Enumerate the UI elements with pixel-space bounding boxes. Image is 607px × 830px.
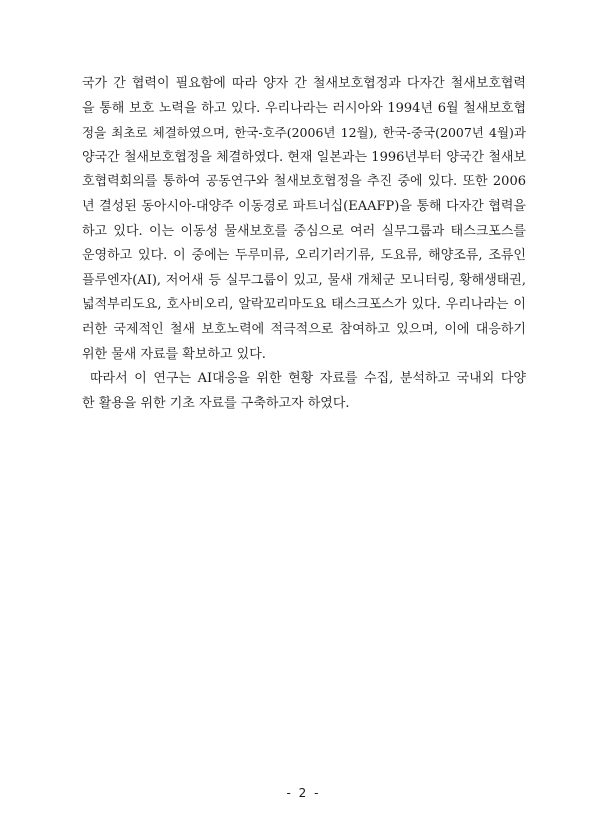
paragraph-1-line-8: 운영하고 있다. 이 중에는 두루미류, 오리기러기류, 도요류, 해양조류, 조류인 [82,248,526,264]
paragraph-1-line-9: 플루엔자(AI), 저어새 등 실무그룹이 있고, 물새 개체군 모니터링, 황해생태권, [82,272,526,288]
paragraph-1-line-7: 하고 있다. 이는 이동성 물새보호를 중심으로 여러 실무그룹과 태스크포스를 [82,223,526,239]
paragraph-2-line-1: 따라서 이 연구는 AI대응을 위한 현황 자료를 수집, 분석하고 국내외 다양 [90,371,526,387]
paragraph-1-line-10: 넓적부리도요, 호사비오리, 알락꼬리마도요 태스크포스가 있다. 우리나라는 이 [82,297,526,313]
paragraph-1-line-2: 을 통해 보호 노력을 하고 있다. 우리나라는 러시아와 1994년 6월 철새보호협 [82,100,526,116]
paragraph-1-line-4: 양국간 철새보호협정을 체결하였다. 현재 일본과는 1996년부터 양국간 철새보 [82,149,526,165]
paragraph-2-line-2: 한 활용을 위한 기초 자료를 구축하고자 하였다. [82,395,350,411]
paragraph-1-line-12: 위한 물새 자료를 확보하고 있다. [82,346,266,362]
body-text [82,72,526,416]
paragraph-1-line-11: 러한 국제적인 철새 보호노력에 적극적으로 참여하고 있으며, 이에 대응하기 [82,321,526,337]
paragraph-1-line-3: 정을 최초로 체결하였으며, 한국-호주(2006년 12월), 한국-중국(2007년 4월)과 [82,125,526,141]
page-number: - 2 - [286,786,321,800]
paragraph-1-line-1: 국가 간 협력이 필요함에 따라 양자 간 철새보호협정과 다자간 철새보호협력 [82,76,526,91]
paragraph-1-line-5: 호협력회의를 통하여 공동연구와 철새보호협정을 추진 중에 있다. 또한 2006 [82,174,526,190]
paragraph-1-line-6: 년 결성된 동아시아-대양주 이동경로 파트너십(EAAFP)을 통해 다자간 협력을 [82,198,526,214]
